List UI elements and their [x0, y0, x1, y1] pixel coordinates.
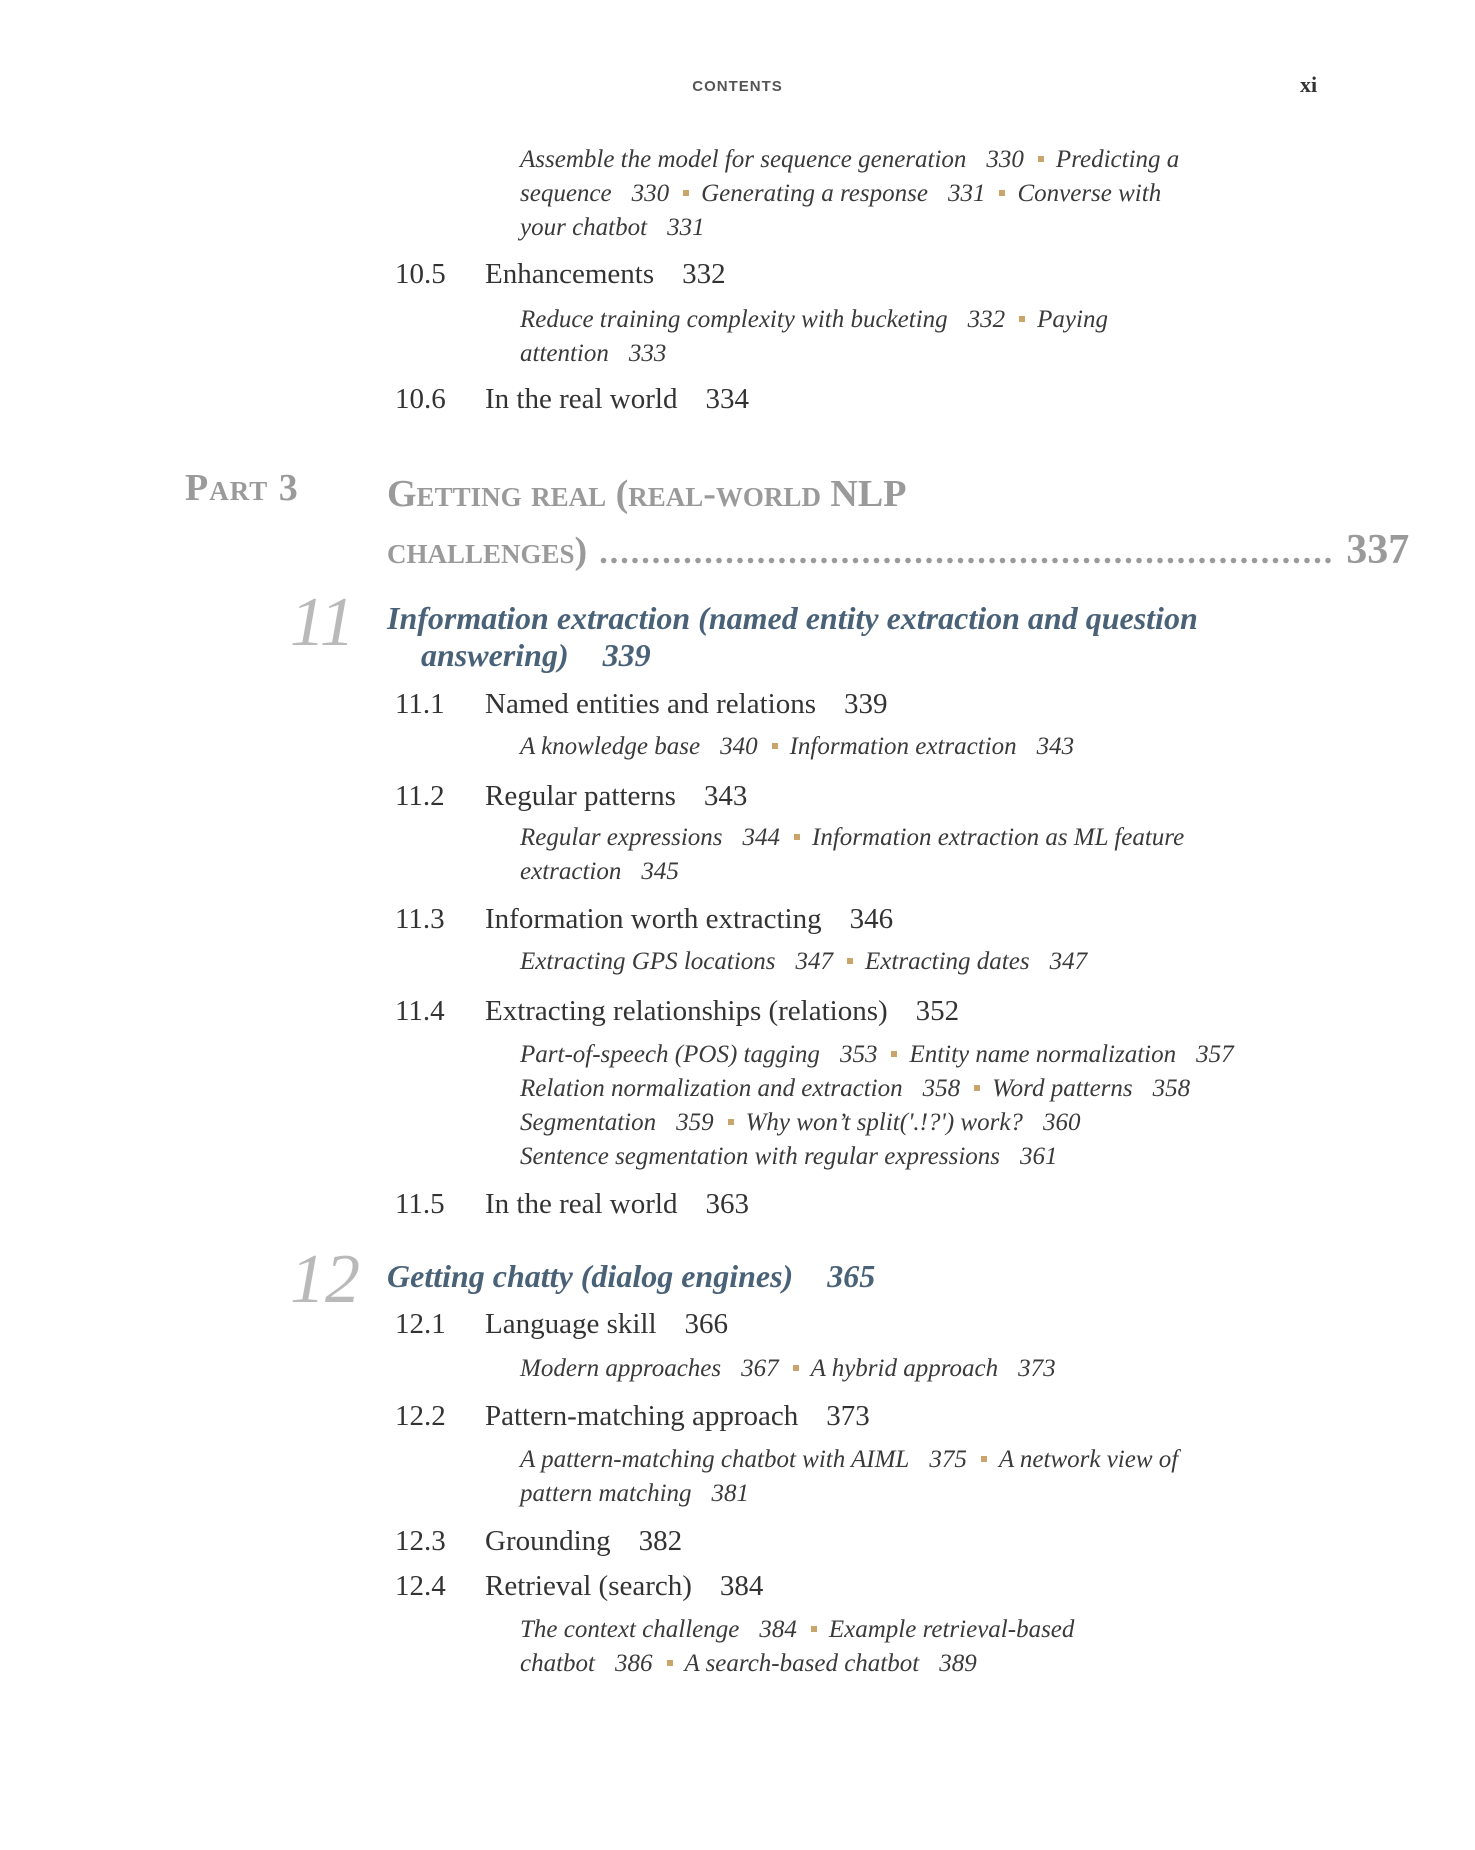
toc-section-title[interactable]: Regular patterns: [485, 780, 676, 812]
toc-subsection-title[interactable]: pattern matching: [520, 1480, 692, 1507]
separator-square-icon: [683, 190, 689, 196]
toc-section-number: 11.1: [395, 688, 445, 720]
toc-subsection-title[interactable]: Entity name normalization: [909, 1041, 1177, 1068]
toc-subsection-title[interactable]: extraction: [520, 858, 622, 885]
toc-subsection-list: [520, 143, 1340, 245]
toc-page-ref[interactable]: 389: [939, 1650, 977, 1677]
toc-section-number: 10.5: [395, 258, 446, 290]
chapter-title[interactable]: [387, 1258, 1317, 1295]
toc-subsection-title[interactable]: Converse with: [1017, 180, 1162, 207]
toc-page-ref[interactable]: 373: [826, 1400, 870, 1432]
toc-page-ref[interactable]: 353: [839, 1041, 878, 1068]
separator-square-icon: [728, 1119, 734, 1125]
toc-page-ref[interactable]: 381: [711, 1480, 750, 1507]
toc-section-title[interactable]: In the real world: [485, 1188, 678, 1220]
toc-page-ref[interactable]: 360: [1042, 1109, 1081, 1136]
separator-square-icon: [981, 1456, 987, 1462]
toc-subsection-title[interactable]: Paying: [1037, 306, 1108, 333]
toc-page-ref[interactable]: 333: [628, 340, 667, 367]
toc-page-ref[interactable]: 363: [705, 1188, 749, 1220]
toc-subsection-title[interactable]: A knowledge base: [520, 733, 701, 760]
toc-section-number: 12.4: [395, 1570, 446, 1602]
toc-section-title[interactable]: Pattern-matching approach: [485, 1400, 799, 1432]
toc-subsection-title[interactable]: Word patterns: [992, 1075, 1133, 1102]
toc-subsection-title[interactable]: A network view of: [998, 1446, 1179, 1473]
toc-page-ref[interactable]: 334: [705, 383, 749, 415]
toc-subsection-title[interactable]: A search-based chatbot: [684, 1650, 920, 1677]
toc-subsection-title[interactable]: Predicting a: [1055, 146, 1180, 173]
toc-section-entry[interactable]: [485, 903, 893, 936]
toc-subsection-title[interactable]: Segmentation: [520, 1109, 657, 1136]
leader-dots: ......................................................................: [599, 534, 1335, 571]
toc-subsection-title[interactable]: Reduce training complexity with bucketing: [520, 306, 948, 333]
toc-section-title[interactable]: Information worth extracting: [485, 903, 822, 935]
toc-subsection-title[interactable]: A hybrid approach: [810, 1355, 999, 1382]
toc-section-entry[interactable]: [485, 688, 887, 721]
toc-subsection-title[interactable]: The context challenge: [520, 1616, 740, 1643]
toc-page-ref[interactable]: 344: [742, 824, 781, 851]
toc-page-ref[interactable]: 384: [759, 1616, 797, 1643]
toc-page-ref[interactable]: 340: [720, 733, 758, 760]
toc-page-ref[interactable]: 339: [843, 688, 888, 720]
toc-section-entry[interactable]: [485, 383, 749, 416]
toc-subsection-title[interactable]: attention: [520, 340, 609, 367]
toc-section-title[interactable]: Grounding: [485, 1525, 611, 1557]
toc-page-ref[interactable]: 331: [667, 214, 705, 241]
toc-subsection-title[interactable]: Relation normalization and extraction: [520, 1075, 903, 1102]
chapter-title-text[interactable]: Getting chatty (dialog engines): [387, 1258, 794, 1294]
toc-section-title[interactable]: Named entities and relations: [485, 688, 816, 720]
toc-section-number: 11.4: [395, 995, 445, 1027]
toc-page-ref[interactable]: 358: [1152, 1075, 1191, 1102]
toc-section-entry[interactable]: [485, 780, 747, 813]
toc-page-ref[interactable]: 352: [915, 995, 960, 1027]
toc-section-entry[interactable]: [485, 1308, 728, 1341]
toc-section-number: 11.5: [395, 1188, 445, 1220]
toc-subsection-list: [520, 1038, 1370, 1174]
toc-section-entry[interactable]: [485, 258, 726, 291]
separator-square-icon: [811, 1626, 817, 1632]
toc-page-ref[interactable]: 375: [929, 1446, 967, 1473]
toc-section-entry[interactable]: [485, 1525, 682, 1558]
toc-page-ref[interactable]: 337: [1346, 527, 1410, 573]
separator-square-icon: [1019, 316, 1025, 322]
toc-subsection-list: [520, 303, 1340, 371]
toc-page-ref[interactable]: 367: [741, 1355, 779, 1382]
toc-page-ref[interactable]: 339: [602, 637, 651, 673]
toc-page-ref[interactable]: 373: [1018, 1355, 1056, 1382]
toc-section-number: 11.3: [395, 903, 445, 935]
toc-subsection-list: [520, 821, 1340, 889]
toc-page-ref[interactable]: 358: [922, 1075, 961, 1102]
toc-subsection-title[interactable]: Extracting GPS locations: [520, 948, 776, 975]
part-title[interactable]: [387, 466, 1410, 581]
toc-subsection-line: [520, 177, 1340, 211]
separator-square-icon: [974, 1085, 980, 1091]
toc-subsection-title[interactable]: Example retrieval-based: [828, 1616, 1075, 1643]
toc-subsection-list: [520, 730, 1340, 764]
part-label: Part 3: [185, 467, 299, 509]
toc-subsection-line: [520, 211, 1340, 245]
toc-subsection-title[interactable]: Generating a response: [701, 180, 928, 207]
toc-page-ref[interactable]: 332: [967, 306, 1006, 333]
toc-section-number: 12.3: [395, 1525, 446, 1557]
toc-subsection-title[interactable]: Extracting dates: [865, 948, 1030, 975]
toc-section-entry[interactable]: [485, 1188, 749, 1221]
separator-square-icon: [999, 190, 1005, 196]
toc-page-ref[interactable]: 332: [682, 258, 726, 290]
separator-square-icon: [793, 1365, 799, 1371]
separator-square-icon: [891, 1051, 897, 1057]
part-title-text[interactable]: challenges): [387, 530, 588, 572]
toc-section-title[interactable]: Retrieval (search): [485, 1570, 692, 1602]
toc-subsection-list: [520, 1352, 1340, 1386]
toc-page-ref[interactable]: 331: [947, 180, 986, 207]
toc-section-title[interactable]: Enhancements: [485, 258, 655, 290]
toc-subsection-title[interactable]: sequence: [520, 180, 612, 207]
separator-square-icon: [847, 958, 853, 964]
toc-section-title[interactable]: In the real world: [485, 383, 678, 415]
toc-section-number: 11.2: [395, 780, 445, 812]
toc-section-entry[interactable]: [485, 1400, 870, 1433]
page-number: xi: [1300, 72, 1318, 97]
separator-square-icon: [1038, 156, 1044, 162]
toc-page-ref[interactable]: 384: [719, 1570, 764, 1602]
toc-subsection-list: [520, 945, 1340, 979]
toc-subsection-line: [520, 143, 1340, 177]
toc-page-ref[interactable]: 343: [703, 780, 748, 812]
toc-page-ref[interactable]: 361: [1020, 1143, 1058, 1170]
toc-subsection-title[interactable]: Information extraction as ML feature: [812, 824, 1185, 851]
toc-page-ref[interactable]: 365: [827, 1258, 876, 1294]
toc-subsection-title[interactable]: Regular expressions: [520, 824, 723, 851]
separator-square-icon: [667, 1660, 673, 1666]
toc-page-ref[interactable]: 382: [638, 1525, 683, 1557]
toc-page-ref[interactable]: 386: [615, 1650, 653, 1677]
toc-page-ref[interactable]: 343: [1036, 733, 1075, 760]
toc-page-ref[interactable]: 330: [631, 180, 670, 207]
toc-section-title[interactable]: Language skill: [485, 1308, 657, 1340]
part-title-line[interactable]: [387, 522, 1410, 581]
chapter-title-text[interactable]: Information extraction (named entity extraction and question: [387, 600, 1198, 636]
toc-subsection-title[interactable]: your chatbot: [520, 214, 648, 241]
toc-subsection-title[interactable]: chatbot: [520, 1650, 595, 1677]
toc-section-number: 10.6: [395, 383, 446, 415]
chapter-number: 11: [290, 584, 355, 661]
toc-page-ref[interactable]: 345: [641, 858, 679, 885]
toc-section-number: 12.1: [395, 1308, 446, 1340]
toc-subsection-title[interactable]: Part-of-speech (POS) tagging: [520, 1041, 820, 1068]
toc-page-ref[interactable]: 346: [849, 903, 894, 935]
separator-square-icon: [772, 743, 778, 749]
toc-subsection-list: [520, 1613, 1340, 1681]
toc-page-ref[interactable]: 359: [676, 1109, 714, 1136]
toc-subsection-title[interactable]: Information extraction: [789, 733, 1017, 760]
chapter-title[interactable]: [387, 600, 1317, 674]
toc-page-ref[interactable]: 347: [1049, 948, 1088, 975]
toc-subsection-title[interactable]: Why won’t split('.!?') work?: [745, 1109, 1023, 1136]
toc-page-ref[interactable]: 357: [1196, 1041, 1234, 1068]
chapter-title-text[interactable]: answering): [421, 637, 569, 673]
toc-section-entry[interactable]: [485, 1570, 763, 1603]
toc-page-ref[interactable]: 330: [986, 146, 1024, 173]
toc-section-number: 12.2: [395, 1400, 446, 1432]
toc-section-title[interactable]: Extracting relationships (relations): [485, 995, 888, 1027]
toc-page-ref[interactable]: 366: [684, 1308, 729, 1340]
running-head: CONTENTS: [692, 78, 783, 95]
toc-page-ref[interactable]: 347: [795, 948, 834, 975]
toc-subsection-list: [520, 1443, 1340, 1511]
toc-subsection-title[interactable]: Sentence segmentation with regular expressions: [520, 1143, 1001, 1170]
toc-subsection-title[interactable]: A pattern-matching chatbot with AIML: [520, 1446, 910, 1473]
part-title-line[interactable]: Getting real (real-world NLP: [387, 473, 907, 515]
toc-subsection-title[interactable]: Modern approaches: [520, 1355, 722, 1382]
toc-subsection-title[interactable]: Assemble the model for sequence generation: [520, 146, 967, 173]
separator-square-icon: [794, 834, 800, 840]
toc-section-entry[interactable]: [485, 995, 959, 1028]
chapter-number: 12: [290, 1241, 360, 1318]
